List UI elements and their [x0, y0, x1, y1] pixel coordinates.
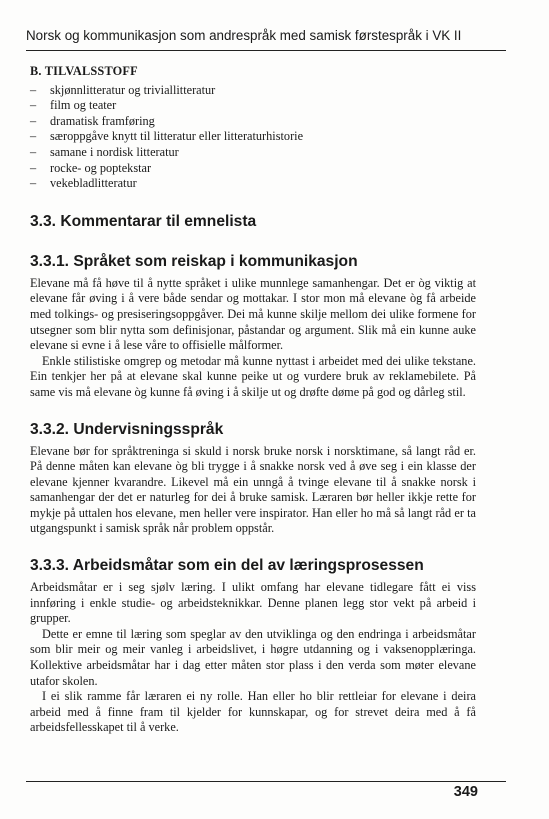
- list-item: [30, 114, 476, 130]
- paragraph: Arbeidsmåtar er i seg sjølv læring. I ulikt omfang har elevane tidlegare fått ei viss innføring i enkle studie- og arbeidsteknikkar. Denne planen legg stor vekt på arbeid i grupper.: [30, 580, 476, 626]
- list-dash: –: [30, 144, 37, 159]
- list-dash: –: [30, 176, 37, 191]
- list-item-text: dramatisk framføring: [50, 113, 155, 128]
- list-item-text: rocke- og poptekstar: [50, 160, 152, 175]
- list-item: [30, 98, 476, 114]
- paragraph: Dette er emne til læring som speglar av den utviklinga og den endringa i arbeidsmåtar som blir meir og meir vanleg i arbeidslivet, i høgre utdanning og i vaksenopplæringa. Kollektive arbeidsmåtar har i dag etter måten stor plass i den verda som møter elevane utafor skolen.: [30, 626, 476, 688]
- section-heading-3-3: 3.3. Kommentarar til emnelista: [30, 212, 257, 230]
- list-dash: –: [30, 113, 37, 128]
- paragraph: Enkle stilistiske omgrep og metodar må kunne nyttast i arbeidet med dei ulike tekstane. Ein tenkjer her på at elevane skal kunne peike ut og vurdere bruk av reklamebilete. På same vis må elevane òg kunne få øving i å skilje ut og drøfte døme på god og dårleg stil.: [30, 353, 476, 399]
- page-number: 349: [453, 784, 478, 800]
- elective-list: [30, 83, 476, 192]
- list-item-text: film og teater: [50, 98, 117, 113]
- list-dash: –: [30, 98, 37, 113]
- running-header: Norsk og kommunikasjon som andrespråk med samisk førstespråk i VK II: [26, 28, 462, 43]
- list-item: [30, 83, 476, 99]
- list-item-text: særoppgåve knytt til litteratur eller litteraturhistorie: [50, 129, 304, 144]
- list-dash: –: [30, 160, 37, 175]
- section-heading-3-3-1: 3.3.1. Språket som reiskap i kommunikasjon: [30, 252, 358, 270]
- section-heading-3-3-3: 3.3.3. Arbeidsmåtar som ein del av læringsprosessen: [30, 557, 424, 575]
- list-item-text: vekebladlitteratur: [50, 176, 137, 191]
- list-dash: –: [30, 129, 37, 144]
- section-b-title: B. TILVALSSTOFF: [30, 64, 138, 78]
- footer-rule: [26, 781, 506, 782]
- paragraph: Elevane må få høve til å nytte språket i ulike munnlege samanhengar. Det er òg viktig at elevane får øving i å vere både sendar og mottakar. I stor mon må elevane òg få arbeide med tolkings- og presiseringsoppgåver. Dei må kunne skilje mellom dei ulike formene for utsegner som blir nytta som definisjonar, påstandar og argument. Slik må ein kunne auke elevane si evne i å lese våre to offisielle målformer.: [30, 275, 476, 353]
- list-item: [30, 161, 476, 177]
- list-item-text: samane i nordisk litteratur: [50, 144, 179, 159]
- page-content: [30, 64, 476, 736]
- list-item: [30, 129, 476, 145]
- list-item-text: skjønnlitteratur og triviallitteratur: [50, 82, 216, 97]
- list-dash: –: [30, 82, 37, 97]
- paragraph: I ei slik ramme får læraren ei ny rolle. Han eller ho blir rettleiar for elevane i deira arbeid med å finne fram til kjelder for kunnskapar, og for strevet deira med å få arbeidsfellesskapet til å verke.: [30, 689, 476, 735]
- header-rule: [26, 50, 506, 51]
- list-item: [30, 176, 476, 192]
- paragraph: Elevane bør for språktreninga si skuld i norsk bruke norsk i norsktimane, så langt råd er. På denne måten kan elevane òg bli trygge i å snakke norsk ved å øve seg i ein klasse der elevane kjenner kvarandre. Likevel må ein unngå å tvinge elevane til å snakke norsk i samanhengar der det er naturleg for dei å bruke samisk. Læraren bør heller ikkje rette for mykje på uttalen hos elevane, men heller vere inspirator. Han eller ho må så langt råd er ta utgangspunkt i samisk språk når problem oppstår.: [30, 443, 476, 536]
- list-item: [30, 145, 476, 161]
- section-heading-3-3-2: 3.3.2. Undervisningsspråk: [30, 420, 224, 438]
